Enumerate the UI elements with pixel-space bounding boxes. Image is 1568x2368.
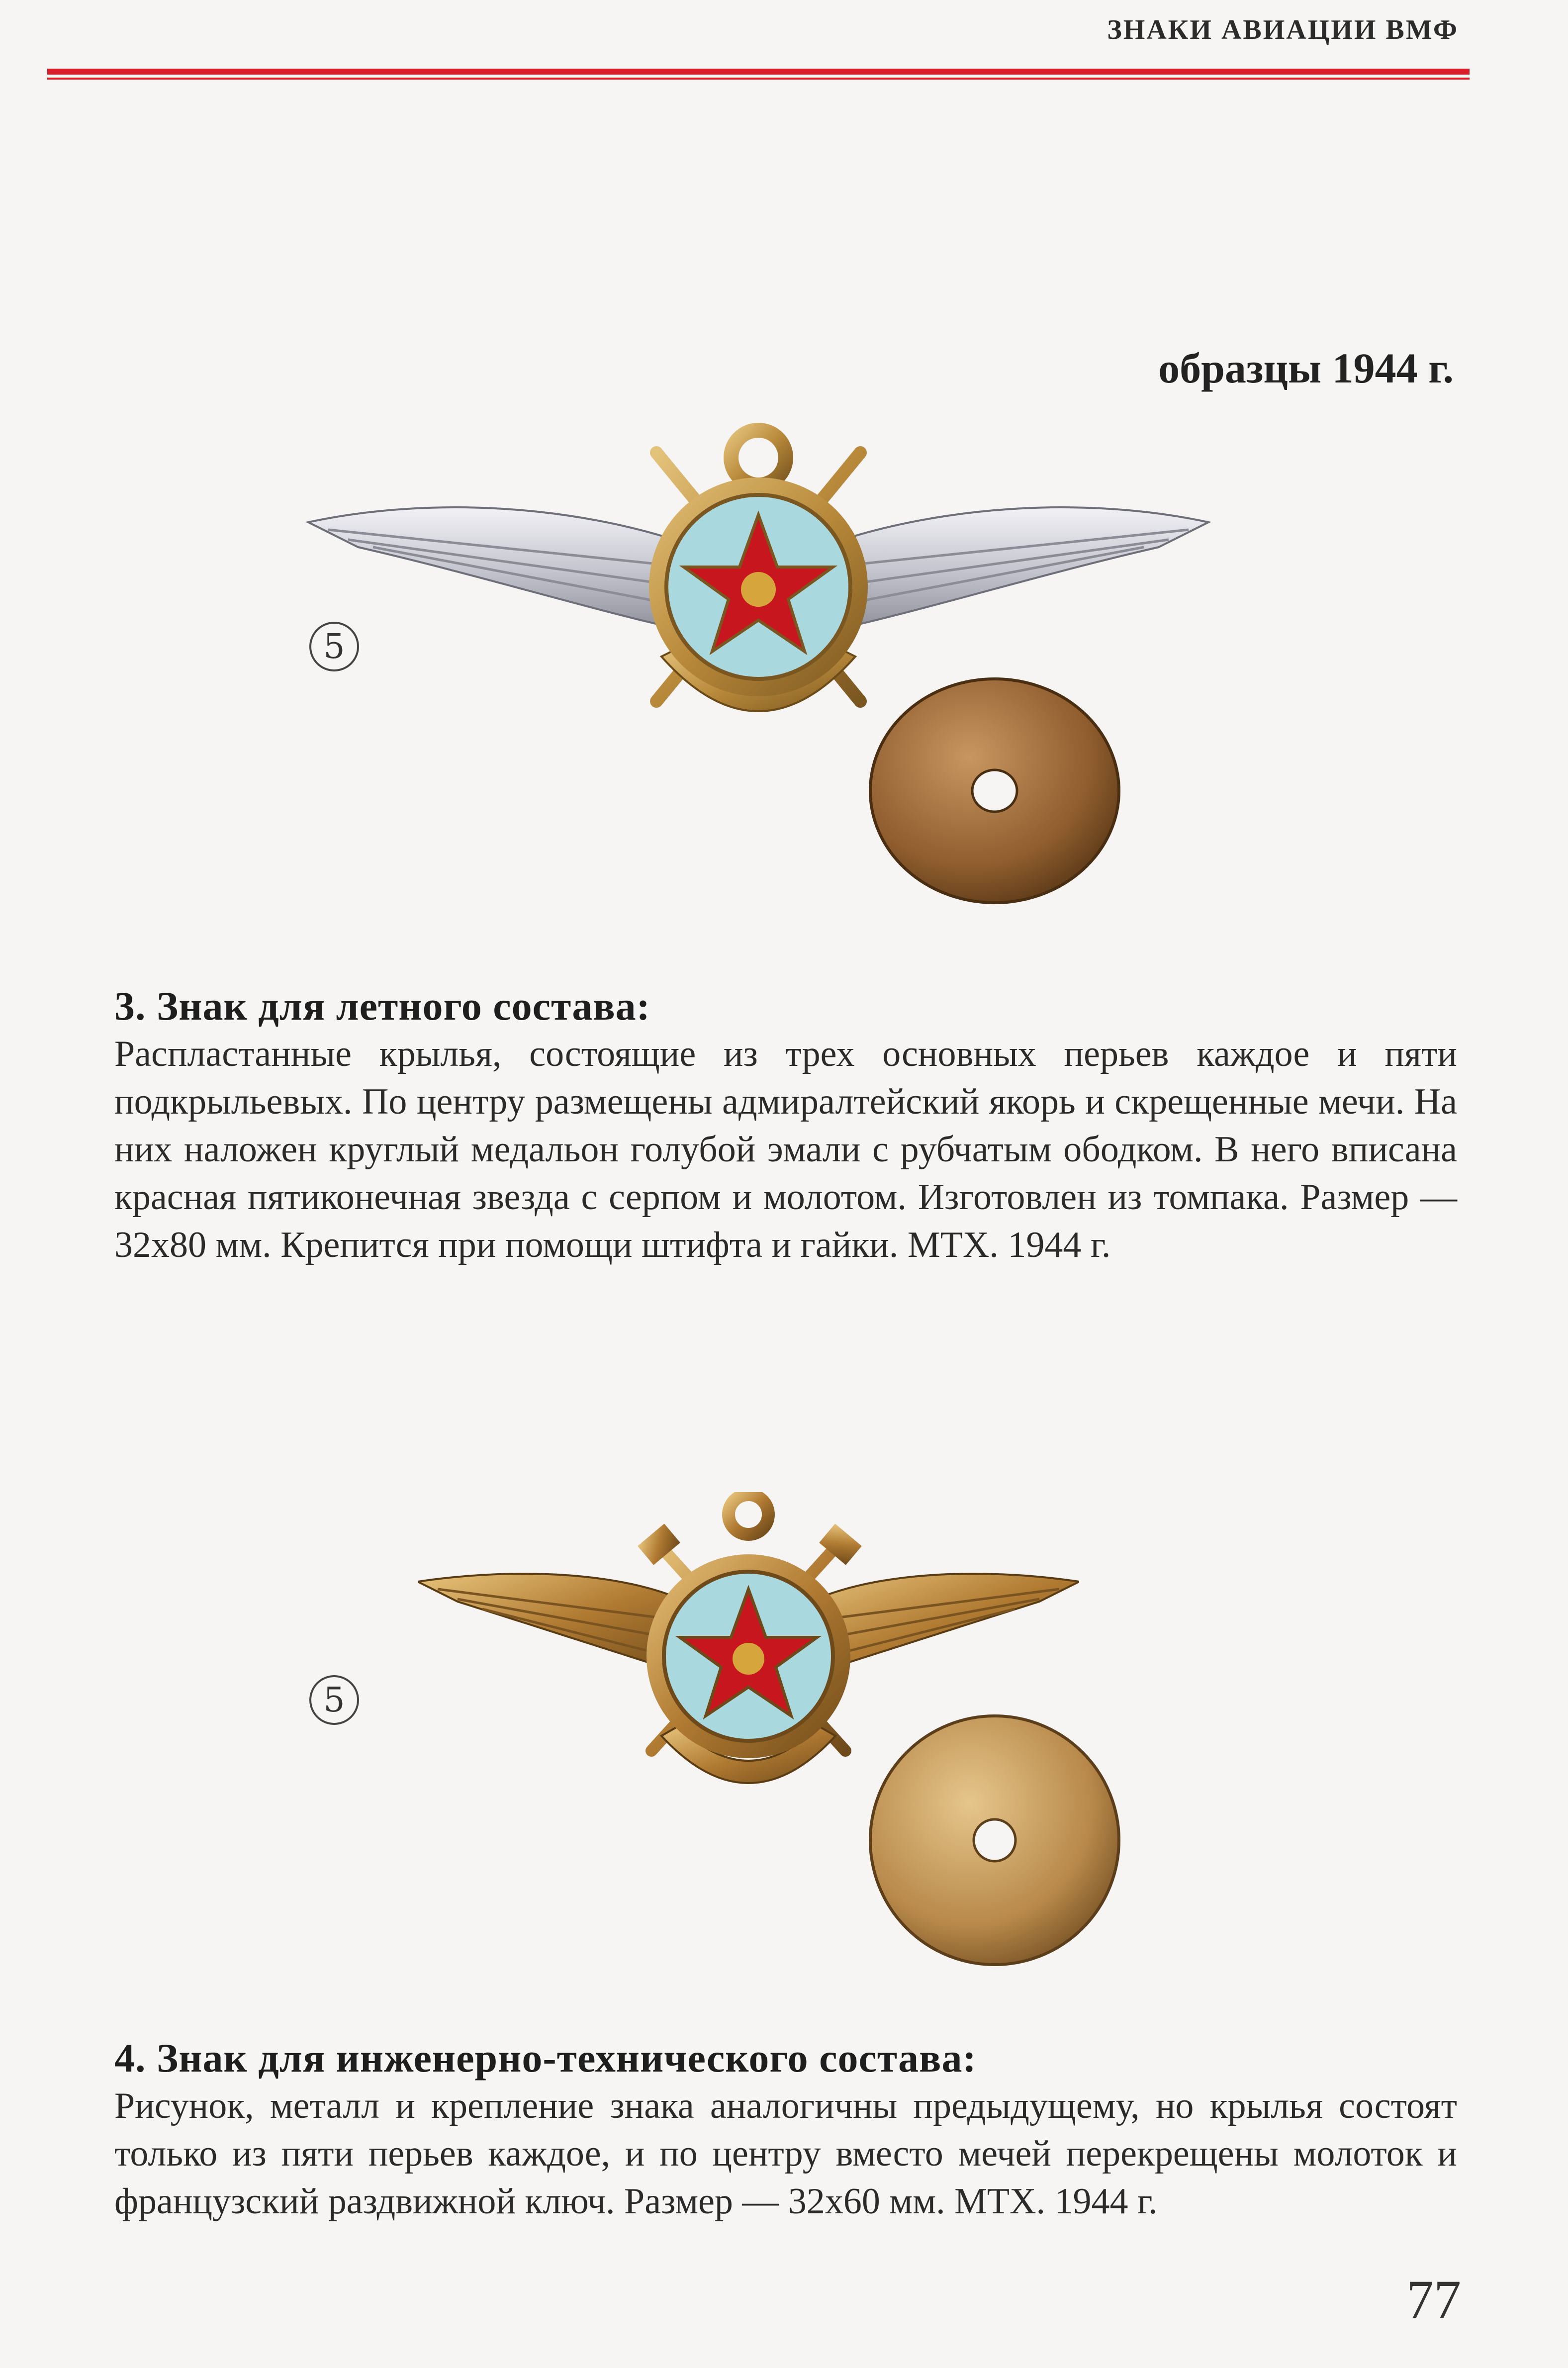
running-header: ЗНАКИ АВИАЦИИ ВМФ (1107, 14, 1459, 45)
badge-nut-icon (865, 1711, 1124, 1970)
section-body: Рисунок, металл и крепление знака аналогичны предыдущему, но крылья состоят только из пяти перьев каждое, и по центру вместо мечей перекрещены молоток и французский раздвижной ключ. Размер — 32х60 мм. МТХ. 1944 г. (114, 2085, 1457, 2222)
header-rule-thin (47, 78, 1470, 80)
section-pilot-badge (114, 982, 1457, 1269)
header-rule-thick (47, 69, 1470, 75)
figure-number-2: 5 (309, 1675, 359, 1725)
section-body: Распластанные крылья, состоящие из трех основных перьев каждое и пяти подкрыльевых. По центру размещены адмиралтейский якорь и скрещенные мечи. На них наложен круглый медальон голубой эмали с рубчатым ободком. В него вписана красная пятиконечная звезда с серпом и молотом. Изготовлен из томпака. Размер — 32х80 мм. Крепится при помощи штифта и гайки. МТХ. 1944 г. (114, 1034, 1457, 1265)
section-heading: 3. Знак для летного состава: (114, 983, 650, 1029)
page-number: 77 (1406, 2269, 1461, 2330)
section-heading: 4. Знак для инженерно-технического состава: (114, 2035, 977, 2081)
samples-label: образцы 1944 г. (1158, 344, 1454, 392)
badge-nut-icon (865, 671, 1124, 910)
section-engineer-badge (114, 2034, 1457, 2225)
figure-number-1: 5 (309, 622, 359, 671)
